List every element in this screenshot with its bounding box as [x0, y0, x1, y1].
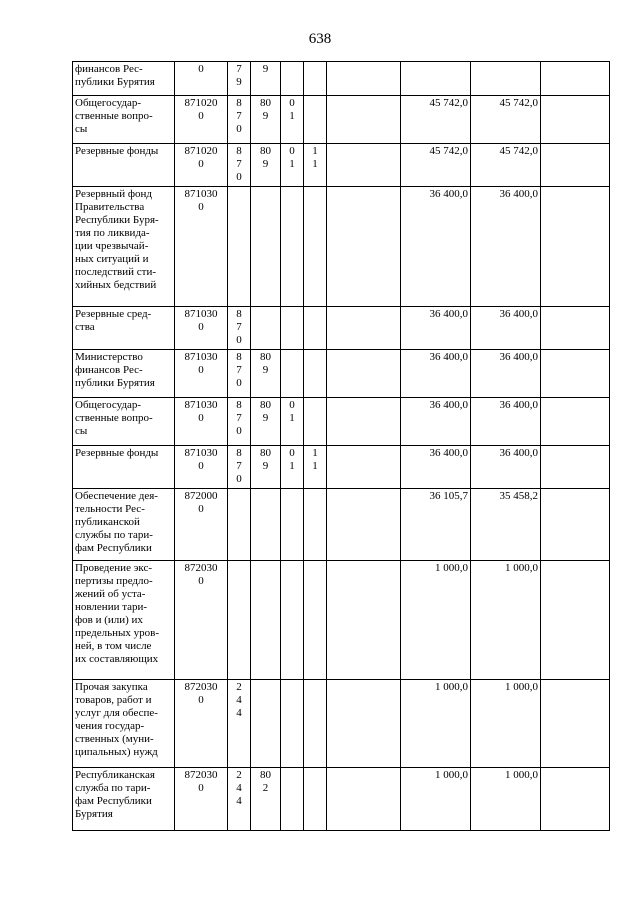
cell-subsection — [304, 350, 327, 398]
cell-amount-2 — [471, 62, 541, 96]
cell-section — [281, 187, 304, 307]
cell-section: 0 1 — [281, 398, 304, 446]
cell-ministry-code: 80 9 — [251, 144, 281, 187]
table-row — [73, 398, 610, 446]
cell-amount-1 — [401, 62, 471, 96]
cell-expense-type: 8 7 0 — [228, 446, 251, 489]
cell-amount-2: 36 400,0 — [471, 307, 541, 350]
cell-expense-type — [228, 489, 251, 561]
cell-empty — [327, 62, 401, 96]
cell-section — [281, 62, 304, 96]
cell-amount-1: 36 400,0 — [401, 307, 471, 350]
cell-amount-1: 36 400,0 — [401, 187, 471, 307]
cell-ministry-code: 9 — [251, 62, 281, 96]
table-row — [73, 446, 610, 489]
cell-empty — [327, 307, 401, 350]
cell-extra — [541, 398, 610, 446]
cell-extra — [541, 350, 610, 398]
cell-extra — [541, 307, 610, 350]
cell-amount-2: 36 400,0 — [471, 446, 541, 489]
cell-expense-type: 8 7 0 — [228, 96, 251, 144]
table-body — [73, 62, 610, 831]
cell-expense-type — [228, 187, 251, 307]
cell-extra — [541, 561, 610, 680]
cell-name: Резервные фонды — [73, 144, 175, 187]
cell-amount-2: 36 400,0 — [471, 398, 541, 446]
cell-extra — [541, 489, 610, 561]
cell-section — [281, 307, 304, 350]
cell-target-code: 871030 0 — [175, 187, 228, 307]
table-row — [73, 187, 610, 307]
budget-table — [72, 61, 610, 831]
cell-ministry-code: 80 2 — [251, 768, 281, 831]
cell-empty — [327, 398, 401, 446]
cell-amount-2: 35 458,2 — [471, 489, 541, 561]
cell-name: Обеспечение дея- тельности Рес- публиканской службы по тари- фам Республики — [73, 489, 175, 561]
cell-target-code: 871030 0 — [175, 398, 228, 446]
cell-name: Общегосудар- ственные вопро- сы — [73, 96, 175, 144]
cell-amount-2: 1 000,0 — [471, 561, 541, 680]
cell-target-code: 872030 0 — [175, 680, 228, 768]
cell-name: Министерство финансов Рес- публики Бурятия — [73, 350, 175, 398]
cell-expense-type: 8 7 0 — [228, 144, 251, 187]
cell-section — [281, 561, 304, 680]
cell-amount-2: 45 742,0 — [471, 96, 541, 144]
cell-ministry-code — [251, 307, 281, 350]
cell-subsection — [304, 307, 327, 350]
cell-target-code: 872030 0 — [175, 561, 228, 680]
cell-extra — [541, 768, 610, 831]
cell-amount-1: 36 400,0 — [401, 350, 471, 398]
cell-ministry-code — [251, 187, 281, 307]
cell-extra — [541, 446, 610, 489]
table-row — [73, 62, 610, 96]
cell-amount-2: 36 400,0 — [471, 187, 541, 307]
cell-amount-1: 45 742,0 — [401, 144, 471, 187]
cell-amount-2: 36 400,0 — [471, 350, 541, 398]
cell-expense-type: 8 7 0 — [228, 307, 251, 350]
cell-expense-type: 2 4 4 — [228, 680, 251, 768]
cell-amount-1: 45 742,0 — [401, 96, 471, 144]
cell-ministry-code — [251, 680, 281, 768]
cell-amount-1: 36 400,0 — [401, 446, 471, 489]
table-row — [73, 768, 610, 831]
cell-ministry-code: 80 9 — [251, 446, 281, 489]
cell-name: Резервные сред- ства — [73, 307, 175, 350]
cell-extra — [541, 187, 610, 307]
table-row — [73, 350, 610, 398]
cell-target-code: 871030 0 — [175, 446, 228, 489]
table-row — [73, 307, 610, 350]
cell-subsection: 1 1 — [304, 144, 327, 187]
cell-target-code: 871020 0 — [175, 96, 228, 144]
cell-section: 0 1 — [281, 446, 304, 489]
cell-expense-type — [228, 561, 251, 680]
table-row — [73, 96, 610, 144]
cell-empty — [327, 489, 401, 561]
cell-empty — [327, 680, 401, 768]
cell-empty — [327, 187, 401, 307]
table-row — [73, 680, 610, 768]
table-row — [73, 561, 610, 680]
cell-section: 0 1 — [281, 96, 304, 144]
table-row — [73, 144, 610, 187]
cell-amount-1: 1 000,0 — [401, 768, 471, 831]
cell-empty — [327, 446, 401, 489]
cell-amount-2: 1 000,0 — [471, 768, 541, 831]
cell-target-code: 871030 0 — [175, 350, 228, 398]
cell-section — [281, 489, 304, 561]
cell-section — [281, 680, 304, 768]
cell-empty — [327, 144, 401, 187]
cell-ministry-code: 80 9 — [251, 350, 281, 398]
cell-target-code: 872000 0 — [175, 489, 228, 561]
cell-subsection: 1 1 — [304, 446, 327, 489]
cell-empty — [327, 768, 401, 831]
cell-name: финансов Рес- публики Бурятия — [73, 62, 175, 96]
cell-ministry-code — [251, 489, 281, 561]
cell-empty — [327, 350, 401, 398]
cell-amount-2: 1 000,0 — [471, 680, 541, 768]
cell-section — [281, 768, 304, 831]
cell-amount-1: 36 105,7 — [401, 489, 471, 561]
cell-subsection — [304, 680, 327, 768]
cell-target-code: 871020 0 — [175, 144, 228, 187]
cell-target-code: 871030 0 — [175, 307, 228, 350]
cell-expense-type: 8 7 0 — [228, 398, 251, 446]
cell-ministry-code: 80 9 — [251, 398, 281, 446]
cell-target-code: 872030 0 — [175, 768, 228, 831]
cell-empty — [327, 96, 401, 144]
cell-extra — [541, 62, 610, 96]
cell-amount-1: 1 000,0 — [401, 561, 471, 680]
cell-section — [281, 350, 304, 398]
cell-amount-1: 1 000,0 — [401, 680, 471, 768]
cell-name: Проведение экс- пертизы предло- жений об уста- новлении тари- фов и (или) их предельных уров- ней, в том числе их составляющих — [73, 561, 175, 680]
cell-subsection — [304, 561, 327, 680]
cell-expense-type: 2 4 4 — [228, 768, 251, 831]
cell-subsection — [304, 62, 327, 96]
cell-subsection — [304, 768, 327, 831]
cell-section: 0 1 — [281, 144, 304, 187]
cell-expense-type: 8 7 0 — [228, 350, 251, 398]
table-row — [73, 489, 610, 561]
cell-amount-1: 36 400,0 — [401, 398, 471, 446]
cell-name: Прочая закупка товаров, работ и услуг для обеспе- чения государ- ственных (муни- ципальных) нужд — [73, 680, 175, 768]
cell-extra — [541, 680, 610, 768]
cell-name: Общегосудар- ственные вопро- сы — [73, 398, 175, 446]
cell-subsection — [304, 489, 327, 561]
cell-name: Резервные фонды — [73, 446, 175, 489]
cell-ministry-code: 80 9 — [251, 96, 281, 144]
cell-expense-type: 7 9 — [228, 62, 251, 96]
cell-extra — [541, 96, 610, 144]
cell-empty — [327, 561, 401, 680]
cell-subsection — [304, 187, 327, 307]
cell-ministry-code — [251, 561, 281, 680]
cell-name: Резервный фонд Правительства Республики Буря- тия по ликвида- ции чрезвычай- ных ситуаций и последствий сти- хийных бедствий — [73, 187, 175, 307]
cell-subsection — [304, 398, 327, 446]
page-number: 638 — [308, 31, 332, 47]
cell-extra — [541, 144, 610, 187]
cell-subsection — [304, 96, 327, 144]
cell-amount-2: 45 742,0 — [471, 144, 541, 187]
cell-name: Республиканская служба по тари- фам Республики Бурятия — [73, 768, 175, 831]
cell-target-code: 0 — [175, 62, 228, 96]
